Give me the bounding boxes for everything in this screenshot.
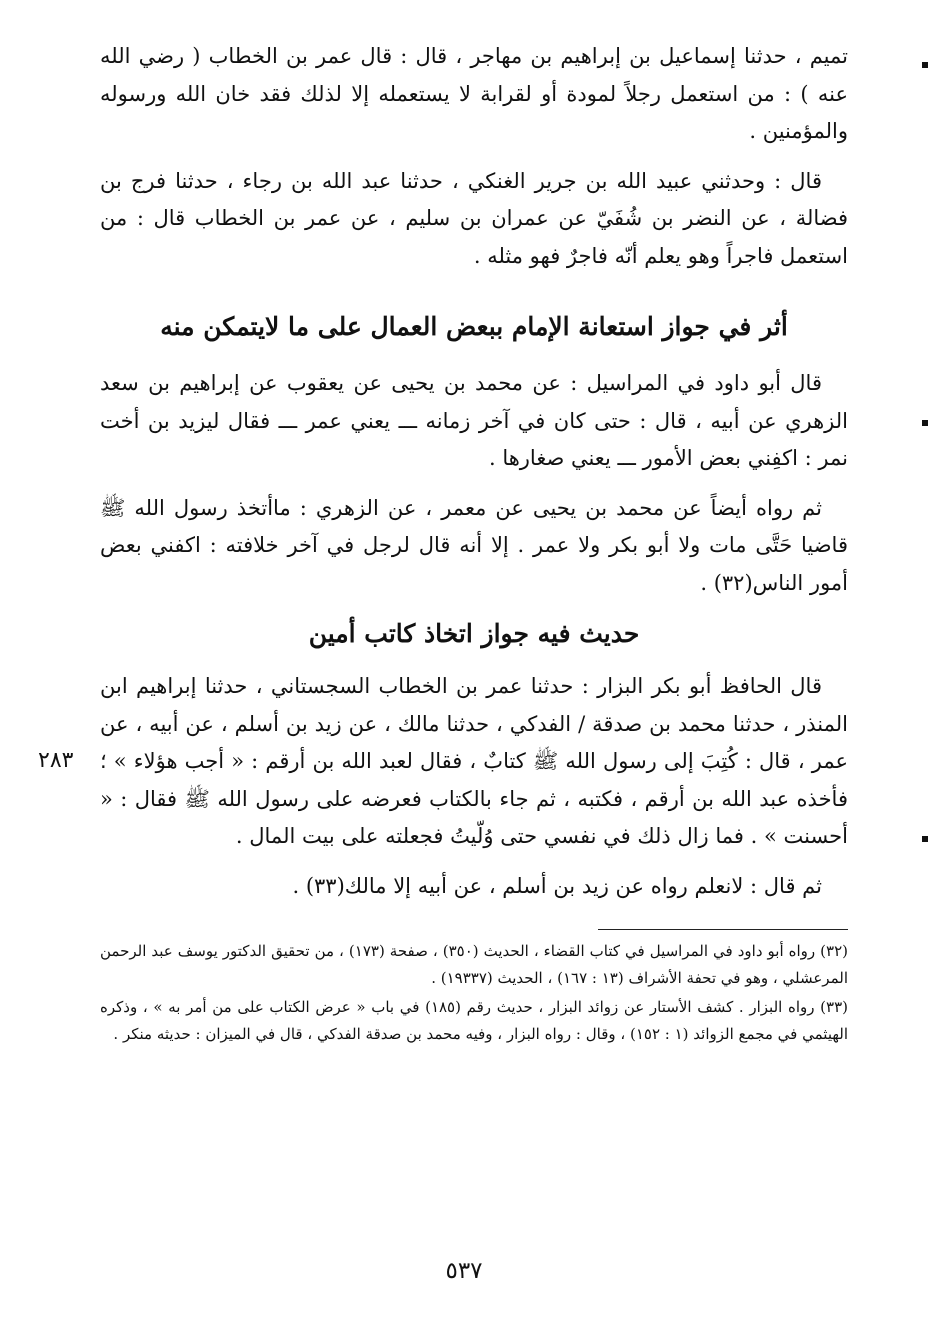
edge-mark bbox=[922, 420, 928, 426]
footnote-32: (٣٢) رواه أبو داود في المراسيل في كتاب القضاء ، الحديث (٣٥٠) ، صفحة (١٧٣) ، من تحقيق الدكتور يوسف عبد الرحمن المرعشلي ، وهو في تحفة الأشراف (١٣ : ١٦٧) ، الحديث (١٩٣٣٧) . bbox=[100, 942, 848, 987]
footnote-33: (٣٣) رواه البزار . كشف الأستار عن زوائد البزار ، حديث رقم (١٨٥) في باب « عرض الكتاب على من أمر به » ، وذكره الهيثمي في مجمع الزوائد (١ : ١٥٢) ، وقال : رواه البزار ، وفيه محمد بن صدقة الفدكي ، قال في الميزان : حديثه منكر . bbox=[100, 998, 848, 1043]
margin-page-reference: ٢٨٣ bbox=[38, 748, 74, 773]
footnote-divider bbox=[598, 929, 848, 930]
paragraph-2: قال : وحدثني عبيد الله بن جرير الغنكي ، حدثنا عبد الله بن رجاء ، حدثنا فرج بن فضالة ، عن النضر بن شُفَيّ عن عمران بن سليم ، عن عمر بن الخطاب قال : من استعمل فاجراً وهو يعلم أنّه فاجرٌ فهو مثله . bbox=[100, 168, 848, 268]
paragraph-6: ثم قال : لانعلم رواه عن زيد بن أسلم ، عن أبيه إلا مالك(٣٣) . bbox=[292, 873, 822, 898]
edge-mark bbox=[922, 62, 928, 68]
paragraph-4: ثم رواه أيضاً عن محمد بن يحيى عن معمر ، عن الزهري : ماأتخذ رسول الله ﷺ قاضيا حَتَّى مات ولا أبو بكر ولا عمر . إلا أنه قال لرجل في آخر خلافته : اكفني بعض أمور الناس(٣٢) . bbox=[100, 495, 848, 595]
paragraph-1: تميم ، حدثنا إسماعيل بن إبراهيم بن مهاجر ، قال : قال عمر بن الخطاب ( رضي الله عنه ) : من استعمل رجلاً لمودة أو لقرابة لا يستعمله إلا لذلك فقد خان الله ورسوله والمؤمنين . bbox=[100, 44, 848, 143]
page-number: ٥٣٧ bbox=[445, 1258, 483, 1284]
paragraph-3: قال أبو داود في المراسيل : عن محمد بن يحيى عن يعقوب عن إبراهيم بن سعد الزهري عن أبيه ، قال : حتى كان في آخر زمانه ـــ يعني عمر ـــ فقال ليزيد بن أخت نمر : اكفِني بعض الأمور ـــ يعني صغارها . bbox=[100, 371, 848, 470]
edge-mark bbox=[922, 836, 928, 842]
section-heading-2: حديث فيه جواز اتخاذ كاتب أمين bbox=[308, 619, 640, 648]
section-heading-1: أثر في جواز استعانة الإمام ببعض العمال على ما لايتمكن منه bbox=[160, 312, 788, 341]
page-body bbox=[100, 38, 848, 1050]
paragraph-5: قال الحافظ أبو بكر البزار : حدثنا عمر بن الخطاب السجستاني ، حدثنا إبراهيم ابن المنذر ، حدثنا محمد بن صدقة / الفدكي ، حدثنا مالك ، عن زيد بن أسلم ، عن أبيه ، عن عمر ، قال : كُتِبَ إلى رسول الله ﷺ كتابٌ ، فقال لعبد الله بن أرقم : « أجب هؤلاء » ؛ فأخذه عبد الله بن أرقم ، فكتبه ، ثم جاء بالكتاب فعرضه على رسول الله ﷺ فقال : « أحسنت » . فما زال ذلك في نفسي حتى وُلّيتُ فجعلته على بيت المال . bbox=[100, 674, 848, 848]
